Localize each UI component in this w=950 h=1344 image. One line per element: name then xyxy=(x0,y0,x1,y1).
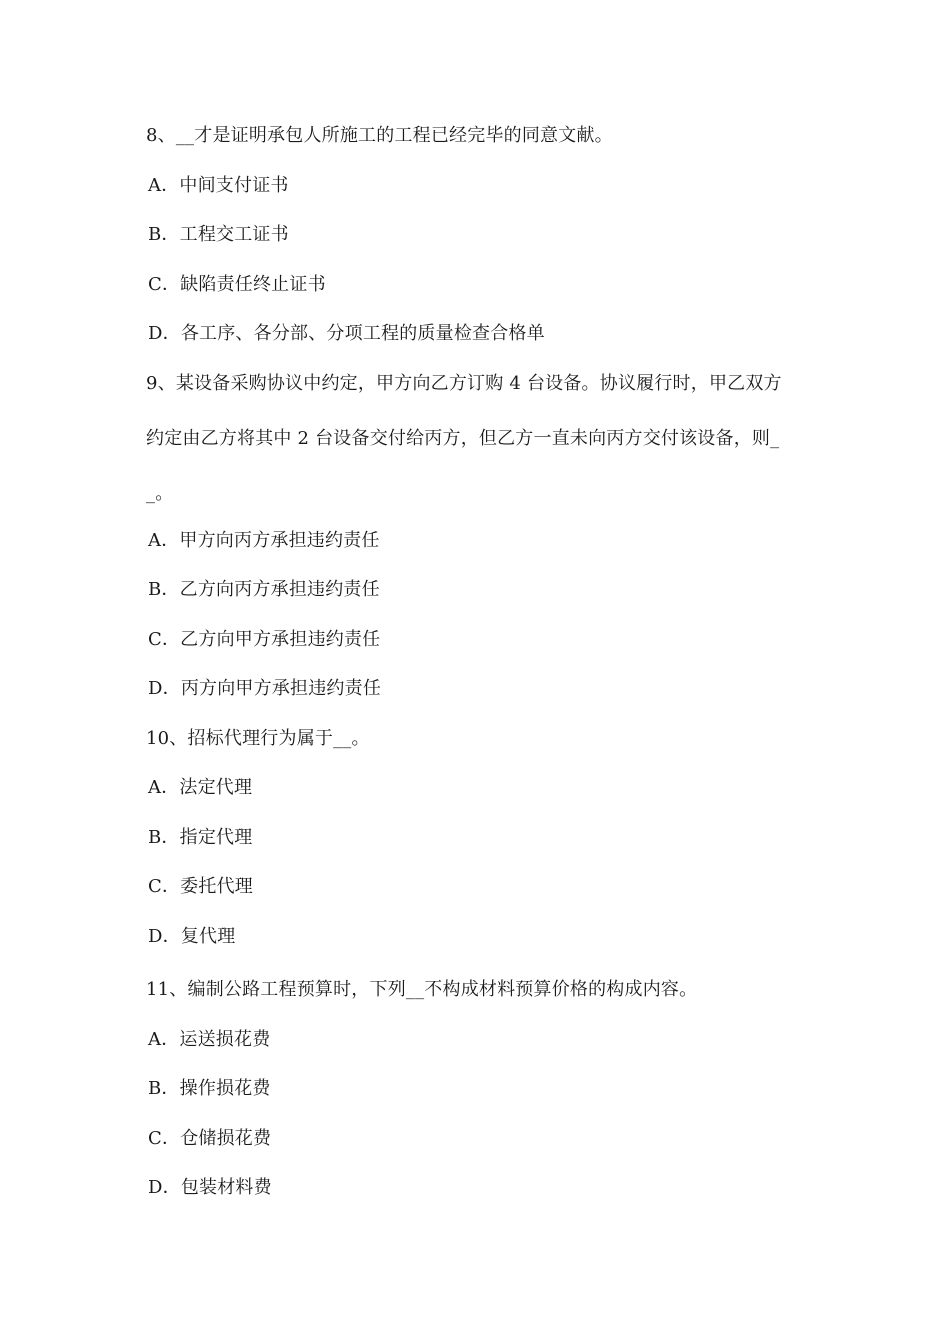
question-10-option-b: B．指定代理 xyxy=(148,827,253,848)
question-11-option-d: D．包装材料费 xyxy=(148,1177,272,1198)
question-8-stem: 8、__才是证明承包人所施工的工程已经完毕的同意文献。 xyxy=(146,125,613,146)
question-10-option-a: A．法定代理 xyxy=(148,777,253,798)
question-8-option-c: C．缺陷责任终止证书 xyxy=(148,274,326,295)
question-10-stem: 10、招标代理行为属于__。 xyxy=(146,728,370,749)
question-8-option-b: B．工程交工证书 xyxy=(148,224,289,245)
question-11-option-c: C．仓储损花费 xyxy=(148,1128,272,1149)
question-11-stem: 11、编制公路工程预算时，下列__不构成材料预算价格的构成内容。 xyxy=(146,979,698,1000)
question-10-option-d: D．复代理 xyxy=(148,926,236,947)
question-9-option-d: D．丙方向甲方承担违约责任 xyxy=(148,678,382,699)
question-9-stem-line-3: _。 xyxy=(146,483,174,504)
question-11-option-b: B．操作损花费 xyxy=(148,1078,271,1099)
question-8-option-d: D．各工序、各分部、分项工程的质量检查合格单 xyxy=(148,323,545,344)
question-9-option-b: B．乙方向丙方承担违约责任 xyxy=(148,579,380,600)
question-9-stem-line-2: 约定由乙方将其中 2 台设备交付给丙方，但乙方一直未向丙方交付该设备，则_ xyxy=(146,428,780,449)
question-11-option-a: A．运送损花费 xyxy=(148,1029,271,1050)
question-10-option-c: C．委托代理 xyxy=(148,876,253,897)
question-9-option-c: C．乙方向甲方承担违约责任 xyxy=(148,629,381,650)
question-8-option-a: A．中间支付证书 xyxy=(148,175,289,196)
question-9-stem-line-1: 9、某设备采购协议中约定，甲方向乙方订购 4 台设备。协议履行时，甲乙双方 xyxy=(146,373,782,394)
question-9-option-a: A．甲方向丙方承担违约责任 xyxy=(148,530,380,551)
